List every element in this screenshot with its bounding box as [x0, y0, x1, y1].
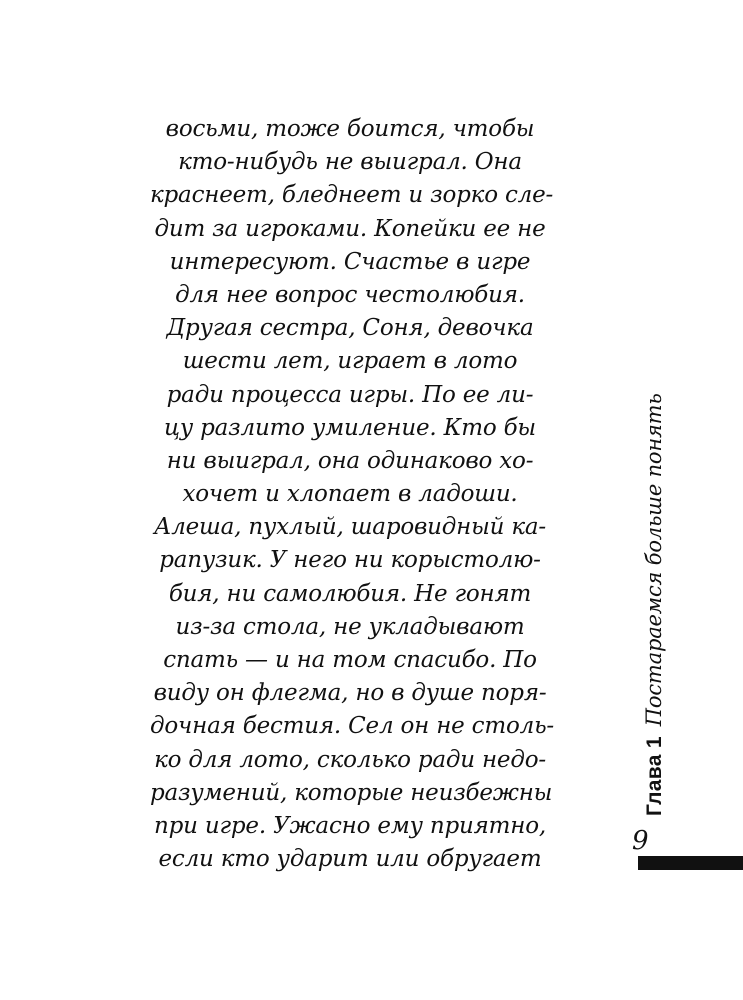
chapter-label: Глава 1	[643, 736, 666, 816]
text-line: ни выиграл, она одинаково хо-	[166, 447, 534, 474]
text-line: кто-нибудь не выиграл. Она	[178, 149, 522, 176]
text-line: виду он флегма, но в душе поря-	[153, 680, 547, 707]
text-line: Алеша, пухлый, шаровидный ка-	[153, 514, 546, 541]
page-edge-bar	[638, 856, 743, 870]
text-line: дит за игроками. Копейки ее не	[154, 215, 546, 242]
text-line: разумений, которые неизбежны	[150, 779, 553, 806]
text-line: ко для лото, сколько ради недо-	[154, 746, 546, 773]
text-line: краснеет, бледнеет и зорко сле-	[150, 182, 554, 209]
page-number: 9	[632, 826, 649, 856]
text-line: шести лет, играет в лото	[182, 348, 518, 375]
text-line: дочная бестия. Сел он не столь-	[150, 713, 554, 740]
text-line: рапузик. У него ни корыстолю-	[159, 547, 541, 574]
text-line: ради процесса игры. По ее ли-	[166, 381, 534, 408]
text-line: при игре. Ужасно ему приятно,	[154, 812, 546, 839]
text-line: восьми, тоже боится, чтобы	[165, 116, 535, 142]
text-line: интересуют. Счастье в игре	[169, 248, 531, 275]
running-head-text	[642, 393, 666, 816]
text-line: если кто ударит или обругает	[158, 846, 542, 873]
text-line: для нее вопрос честолюбия.	[175, 281, 525, 308]
chapter-title: Постараемся больше понять	[642, 393, 666, 727]
text-line: бия, ни самолюбия. Не гонят	[168, 580, 532, 607]
body-text	[150, 113, 554, 876]
text-line: спать — и на том спасибо. По	[163, 647, 537, 673]
text-line: Другая сестра, Соня, девочка	[166, 315, 534, 342]
text-line: цу разлито умиление. Кто бы	[164, 414, 536, 441]
text-line: из-за стола, не укладывают	[175, 613, 525, 640]
text-line: хочет и хлопает в ладоши.	[182, 481, 518, 508]
